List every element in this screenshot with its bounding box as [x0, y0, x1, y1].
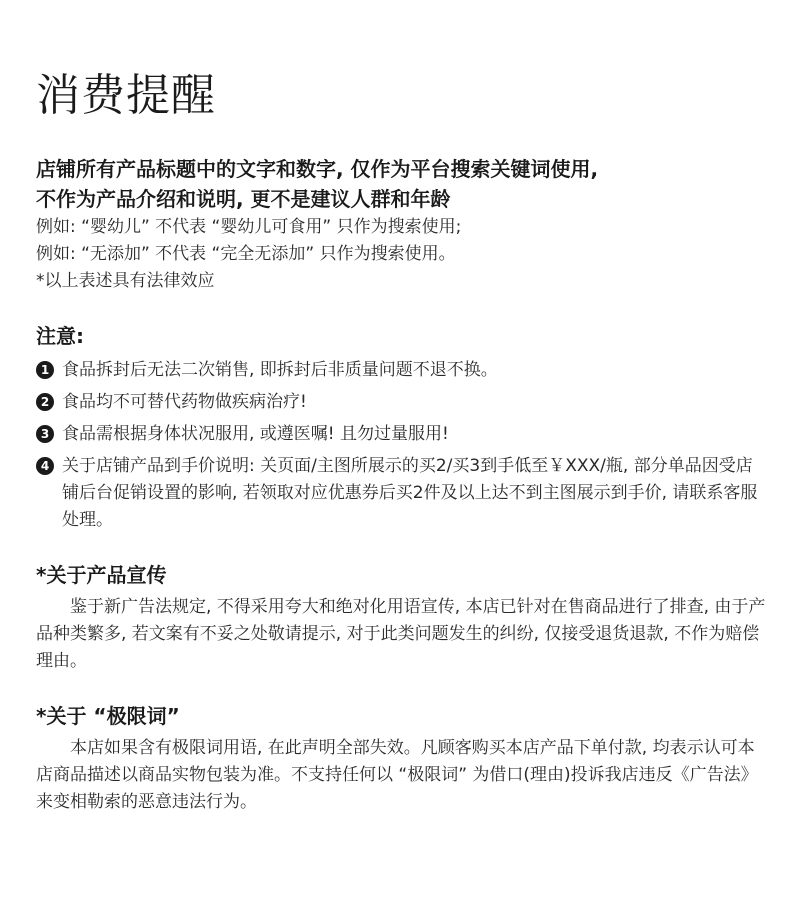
promo-body: 鉴于新广告法规定, 不得采用夸大和绝对化用语宣传, 本店已针对在售商品进行了排查, 由于产品种类繁多, 若文案有不妥之处敬请提示, 对于此类问题发生的纠纷, 仅接受退货退款, 不作为赔偿理由。: [36, 597, 766, 671]
notice-item-text: 食品均不可替代药物做疾病治疗!: [62, 392, 307, 412]
limit-words-body: 本店如果含有极限词用语, 在此声明全部失效。凡顾客购买本店产品下单付款, 均表示认可本店商品描述以商品实物包装为准。不支持任何以 “极限词” 为借口(理由)投诉我店违反《广告法》来变相勒索的恶意违法行为。: [36, 738, 758, 812]
notice-item-text: 关于店铺产品到手价说明: 关页面/主图所展示的买2/买3到手低至￥XXX/瓶, 部分单品因受店铺后台促销设置的影响, 若领取对应优惠券后买2件及以上达不到主图展示到手价, 请联系客服处理。: [62, 456, 758, 530]
intro-lead-line2: 不作为产品介绍和说明, 更不是建议人群和年龄: [36, 187, 451, 211]
page-title: 消费提醒: [36, 70, 216, 121]
notice-item: [36, 357, 766, 384]
limit-words-heading: *关于 “极限词”: [36, 704, 180, 728]
intro-legal-note: *以上表述具有法律效应: [36, 271, 215, 291]
promo-section: [36, 560, 766, 675]
promo-heading: *关于产品宣传: [36, 563, 167, 587]
intro-section: [36, 154, 766, 295]
number-badge-icon: 1: [36, 361, 54, 379]
notice-page: [36, 66, 766, 816]
notice-item: [36, 453, 766, 534]
limit-words-section: [36, 701, 766, 816]
number-badge-icon: 2: [36, 393, 54, 411]
notice-item-text: 食品需根据身体状况服用, 或遵医嘱! 且勿过量服用!: [62, 424, 449, 444]
notice-item: [36, 389, 766, 416]
number-badge-icon: 3: [36, 425, 54, 443]
notice-item-text: 食品拆封后无法二次销售, 即拆封后非质量问题不退不换。: [62, 360, 498, 380]
notice-item: [36, 421, 766, 448]
notice-heading: 注意:: [36, 324, 84, 348]
number-badge-icon: 4: [36, 457, 54, 475]
intro-lead-line1: 店铺所有产品标题中的文字和数字, 仅作为平台搜索关键词使用,: [36, 157, 599, 181]
notice-section: [36, 321, 766, 534]
intro-example2: 例如: “无添加” 不代表 “完全无添加” 只作为搜索使用。: [36, 244, 456, 264]
intro-example1: 例如: “婴幼儿” 不代表 “婴幼儿可食用” 只作为搜索使用;: [36, 217, 462, 237]
